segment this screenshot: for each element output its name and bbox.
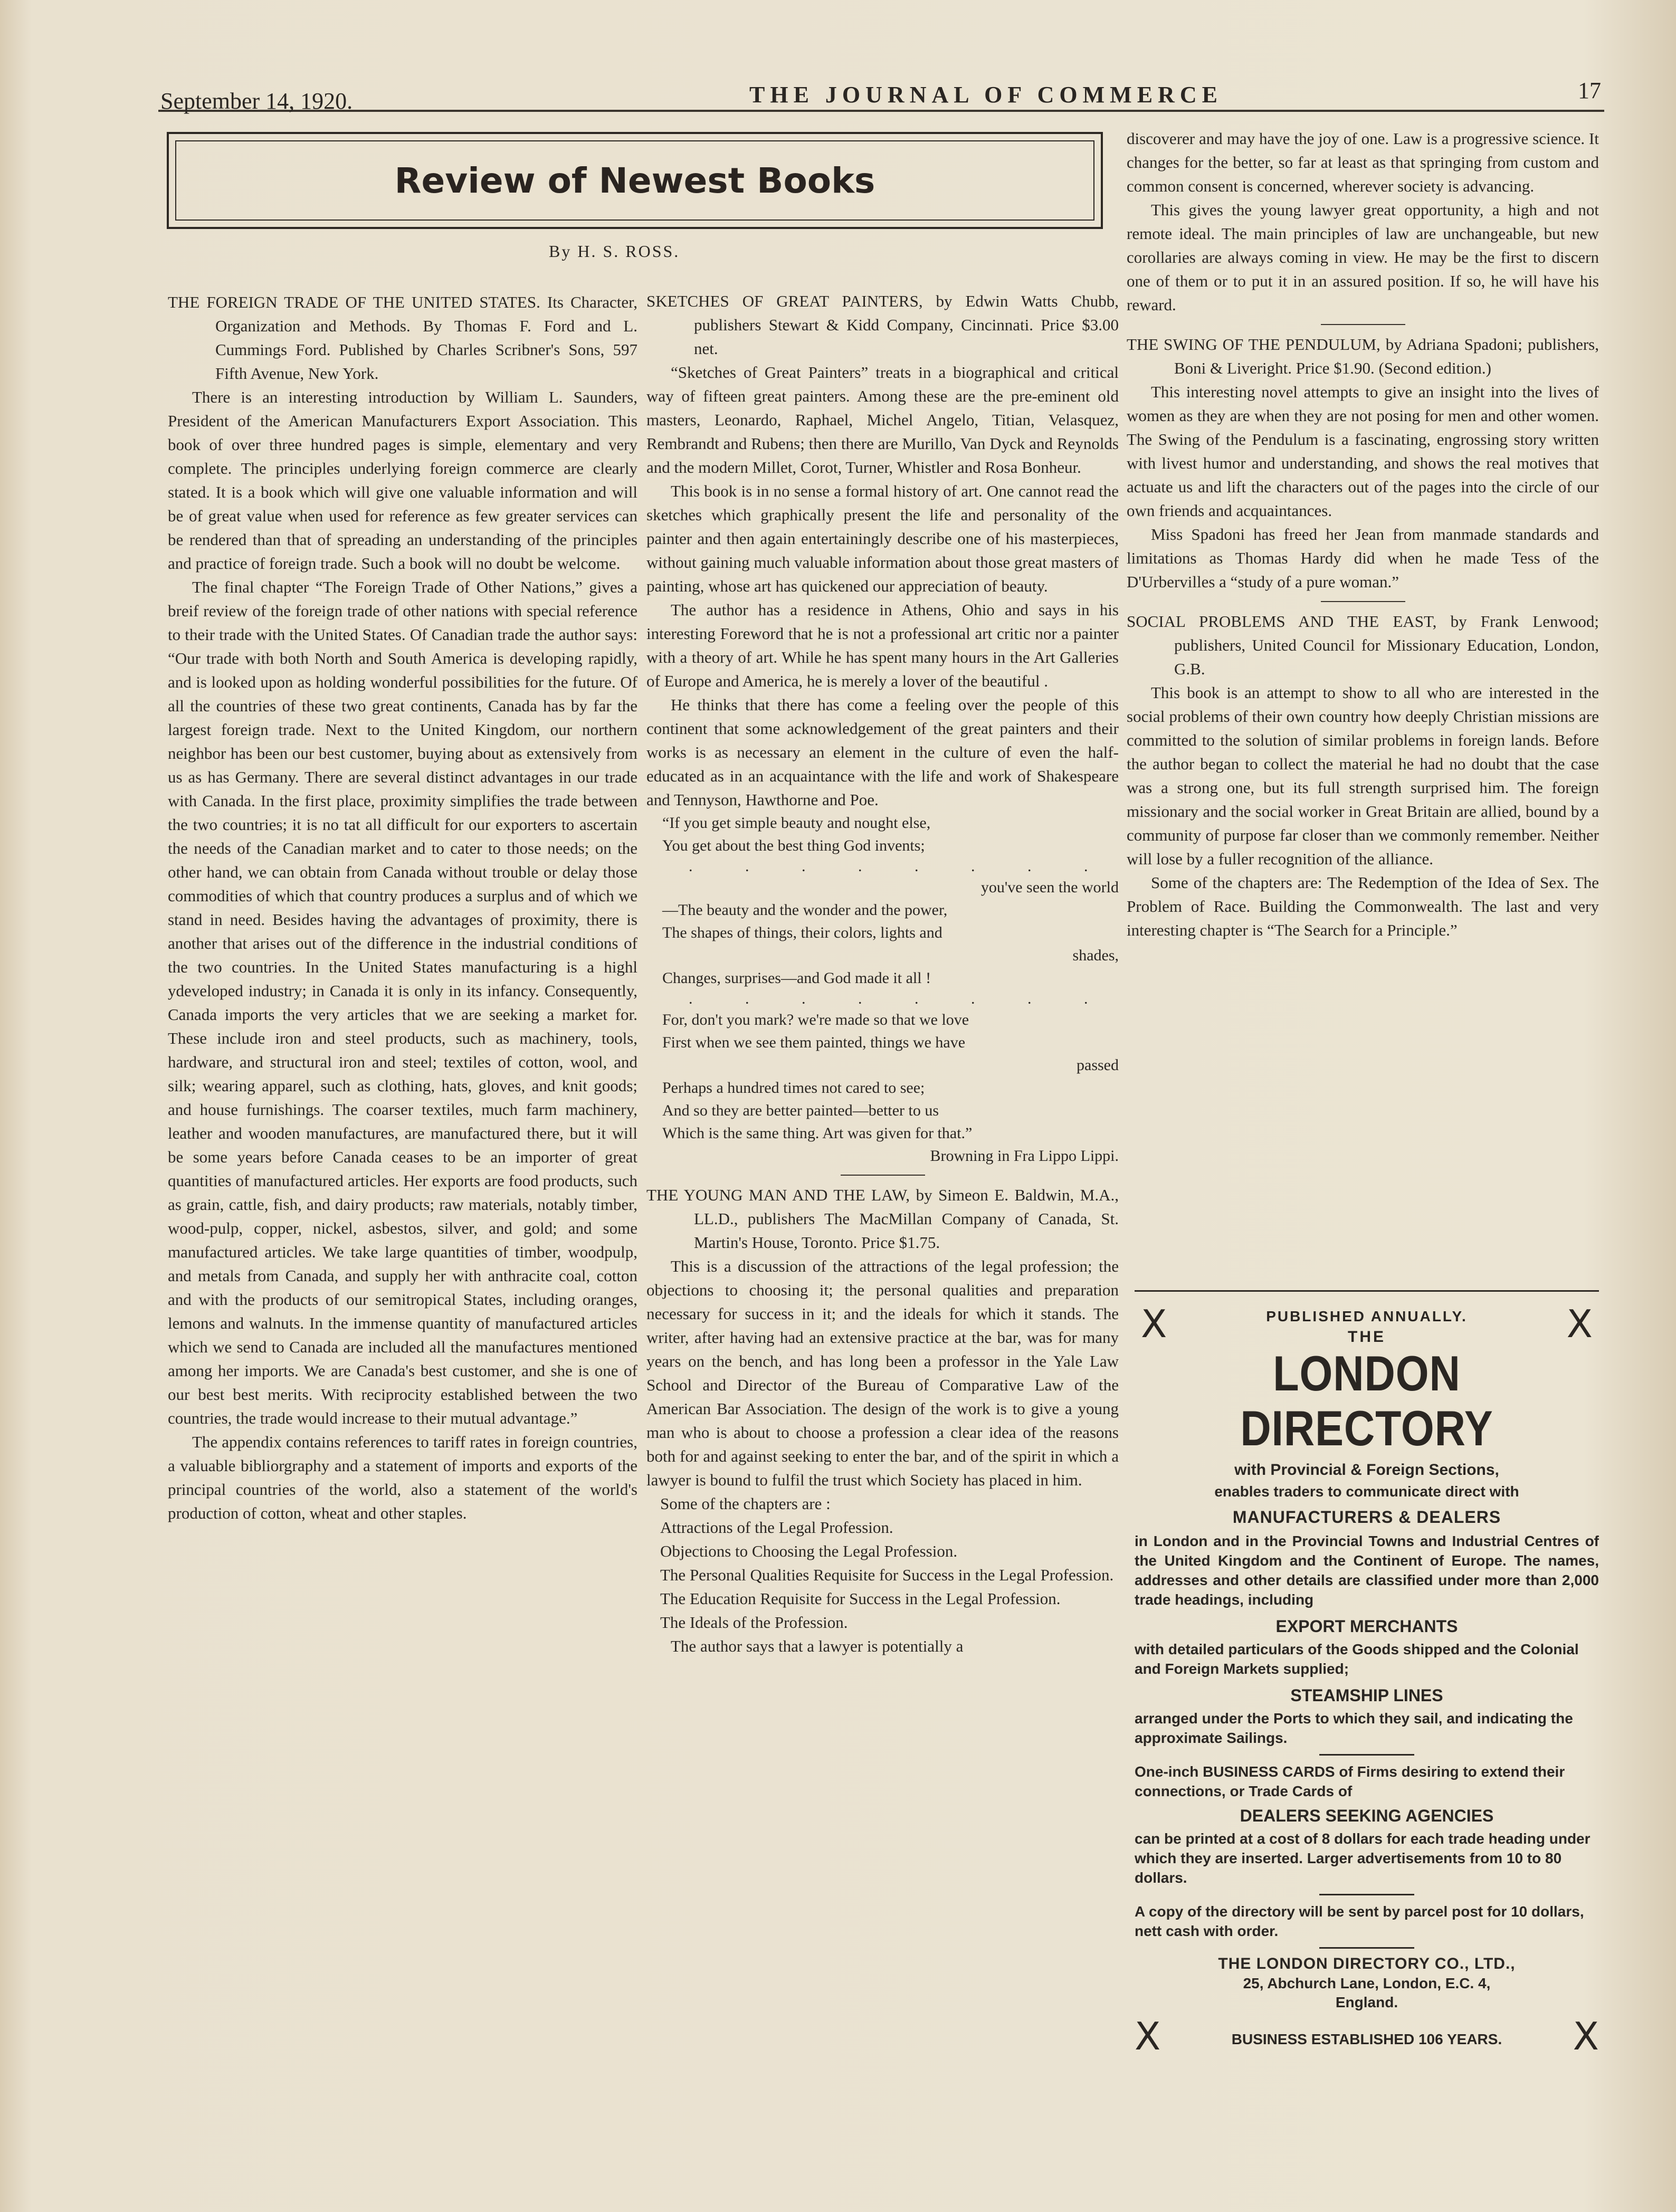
column-2: [646, 289, 1119, 1658]
chapter-item: The Education Requisite for Success in the Legal Profession.: [660, 1589, 1061, 1608]
divider: [1321, 601, 1405, 602]
divider: [1319, 1947, 1414, 1949]
book-heading-foreign-trade: THE FOREIGN TRADE OF THE UNITED STATES. Its Character, Organization and Methods. By Thomas F. Ford and L. Cummings Ford. Published by Charles Scribner's Sons, 597 Fifth Avenue, New York.: [168, 293, 637, 383]
poem: [646, 812, 1119, 1167]
paragraph: Miss Spadoni has freed her Jean from manmade standards and limitations as Thomas Hardy did when he made Tess of the D'Urbervilles a “study of a pure woman.”: [1127, 525, 1599, 591]
ad-heading-steamship: STEAMSHIP LINES: [1290, 1686, 1443, 1705]
ad-dealers-desc: can be printed at a cost of 8 dollars for each trade heading under which they are inserted. Larger advertisements from 10 to 80 dollars.: [1135, 1830, 1591, 1886]
poem-line: Changes, surprises—and God made it all !: [662, 969, 931, 987]
byline: By H. S. ROSS.: [549, 242, 680, 261]
ad-heading-dealers: DEALERS SEEKING AGENCIES: [1240, 1806, 1494, 1825]
x-mark: X: [1573, 2014, 1599, 2058]
paragraph: He thinks that there has come a feeling over the people of this continent that some acknowledgement of the great painters and their works is as necessary an element in the culture of even the half-educated as in an acquaintance with the life and work of Shakespeare and Tennyson, Hawthorne and Poe.: [646, 695, 1119, 809]
divider: [1319, 1754, 1414, 1756]
poem-line: shades,: [1072, 947, 1119, 964]
paragraph: The author says that a lawyer is potentially a: [671, 1637, 964, 1655]
poem-attribution: Browning in Fra Lippo Lippi.: [930, 1147, 1119, 1165]
ad-enables: enables traders to communicate direct with: [1214, 1483, 1519, 1500]
poem-line: —The beauty and the wonder and the power,: [662, 901, 948, 919]
ad-address: 25, Abchurch Lane, London, E.C. 4,: [1243, 1975, 1491, 1991]
paragraph: Some of the chapters are: The Redemption of the Idea of Sex. The Problem of Race. Building the Commonwealth. The last and very interesting chapter is “The Search for a Principle.”: [1127, 873, 1599, 939]
ad-country: England.: [1335, 1994, 1398, 2010]
paragraph: This book is an attempt to show to all who are interested in the social problems of their own country how deeply Christian missions are committed to the solution of similar problems in foreign lands. Before the author began to collect the material he had no doubt that the case was a strong one, but its full strength surprised him. The foreign missionary and the social worker in Great Britain are allied, bound by a community of purpose far closer than we commonly remember. Neither will lose by a fuller recognition of the alliance.: [1127, 683, 1599, 868]
poem-line: The shapes of things, their colors, lights and: [662, 924, 942, 941]
divider: [1321, 324, 1405, 325]
poem-line: Perhaps a hundred times not cared to see;: [662, 1079, 925, 1097]
london-directory-ad: [1135, 1301, 1599, 2071]
poem-line: And so they are better painted—better to us: [662, 1102, 939, 1119]
ad-cards: One-inch BUSINESS CARDS of Firms desiring to extend their connections, or Trade Cards of: [1135, 1763, 1565, 1799]
poem-line: passed: [1077, 1056, 1119, 1074]
poem-line: First when we see them painted, things we have: [662, 1034, 966, 1051]
divider: [1319, 1894, 1414, 1895]
book-heading-social-problems: SOCIAL PROBLEMS AND THE EAST, by Frank Lenwood; publishers, United Council for Missionary Education, London, G.B.: [1127, 612, 1599, 678]
paragraph: This is a discussion of the attractions of the legal profession; the objections to choosing it; the personal qualities and preparation necessary for success in it; and the ideals for which it stands. The writer, after having had an extensive practice at the bar, was for many years on the bench, and has long been a professor in the Yale Law School and Director of the Bureau of Comparative Law of the American Bar Association. The design of the work is to give a young man who is about to choose a profession a clear idea of the reasons both for and against seeking to enter the bar, and of the spirit in which a lawyer is bound to fulfil the trust which Society has placed in him.: [646, 1257, 1119, 1489]
ad-sections: with Provincial & Foreign Sections,: [1234, 1461, 1499, 1479]
ad-heading-export: EXPORT MERCHANTS: [1275, 1617, 1458, 1636]
page-header: [158, 73, 1604, 112]
paragraph: This book is in no sense a formal history of art. One cannot read the sketches which graphically present the life and personality of the painter and then again entertainingly describe one of his masterpieces, without gaining much valuable information about those great masters of painting, whose art has quickened our appreciation of beauty.: [646, 482, 1119, 595]
poem-line: You get about the best thing God invents;: [662, 837, 925, 854]
book-heading-pendulum: THE SWING OF THE PENDULUM, by Adriana Spadoni; publishers, Boni & Liveright. Price $1.90. (Second edition.): [1127, 335, 1599, 377]
ad-copy: A copy of the directory will be sent by parcel post for 10 dollars, nett cash with order.: [1135, 1903, 1584, 1939]
chapter-item: Attractions of the Legal Profession.: [660, 1518, 893, 1537]
column-1: [168, 290, 637, 1525]
chapters-intro: Some of the chapters are :: [660, 1494, 831, 1513]
poem-line: For, don't you mark? we're made so that we love: [662, 1011, 969, 1028]
paragraph: This gives the young lawyer great opportunity, a high and not remote ideal. The main principles of law are unchangeable, but new corollaries are always coming in view. He may be the first to discern one of them or to put it in an assured position. If so, he will have his reward.: [1127, 201, 1599, 314]
ad-company: THE LONDON DIRECTORY CO., LTD.,: [1218, 1955, 1516, 1972]
ad-export-desc: with detailed particulars of the Goods shipped and the Colonial and Foreign Markets supplied;: [1135, 1641, 1579, 1677]
paragraph: discoverer and may have the joy of one. Law is a progressive science. It changes for the better, so far at least as that springing from custom and common consent is concerned, wherever society is advancing.: [1127, 129, 1599, 195]
title-box: [167, 132, 1103, 229]
ad-top-rule: [1135, 1290, 1599, 1292]
ad-directory-name: LONDON DIRECTORY: [1240, 1346, 1493, 1456]
ad-established: BUSINESS ESTABLISHED 106 YEARS.: [1231, 2031, 1502, 2047]
poem-line: “If you get simple beauty and nought else,: [662, 814, 931, 832]
paragraph: The appendix contains references to tariff rates in foreign countries, a valuable bibliorgraphy and a statement of imports and exports of the principal countries of the world, also a statement of the world's production of cotton, wheat and other staples.: [168, 1433, 637, 1522]
ad-heading-manufacturers: MANUFACTURERS & DEALERS: [1232, 1508, 1501, 1527]
header-date: September 14, 1920.: [160, 88, 353, 114]
poem-line: Which is the same thing. Art was given for that.”: [662, 1124, 973, 1142]
chapter-item: Objections to Choosing the Legal Profession.: [660, 1542, 958, 1560]
book-heading-young-man-law: THE YOUNG MAN AND THE LAW, by Simeon E. Baldwin, M.A., LL.D., publishers The MacMillan Company of Canada, St. Martin's House, Toronto. Price $1.75.: [646, 1186, 1119, 1252]
paragraph: This interesting novel attempts to give an insight into the lives of women as they are when they are not posing for men and other women. The Swing of the Pendulum is a fascinating, engrossing story written with livest humor and understanding, and shows the real motives that actuate us and lift the characters out of the pages into the circle of our own friends and acquaintances.: [1127, 383, 1599, 520]
ad-steamship-desc: arranged under the Ports to which they sail, and indicating the approximate Sailings.: [1135, 1710, 1573, 1746]
chapter-item: The Personal Qualities Requisite for Success in the Legal Profession.: [660, 1566, 1114, 1584]
journal-name: THE JOURNAL OF COMMERCE: [749, 82, 1223, 108]
ad-the: THE: [1348, 1328, 1386, 1346]
paragraph: There is an interesting introduction by William L. Saunders, President of the American Manufacturers Export Association. This book of over three hundred pages is simple, elementary and very complete. The principles underlying foreign commerce are clearly stated. It is a book which will give one valuable information and will be of great value when used for reference as few greater services can be rendered than that of spreading an understanding of the principles and practice of foreign trade. Such a book will no doubt be welcome.: [168, 388, 637, 573]
ad-manufacturers-desc: in London and in the Provincial Towns and Industrial Centres of the United Kingdom and the Continent of Europe. The names, addresses and other details are classified under more than 2,000 trade headings, including: [1135, 1533, 1599, 1608]
page-title: Review of Newest Books: [394, 160, 875, 201]
poem-ellipsis: . . . . . . . .: [689, 990, 1112, 1007]
ad-footer: [1135, 2014, 1599, 2062]
paragraph: “Sketches of Great Painters” treats in a biographical and critical way of fifteen great painters. Among these are the pre-eminent old masters, Leonardo, Raphael, Michel Angelo, Titian, Velasquez, Rembrandt and Rubens; then there are Murillo, Van Dyck and Reynolds and the modern Millet, Corot, Turner, Whistler and Rosa Bonheur.: [646, 363, 1119, 476]
x-mark: X: [1135, 2014, 1161, 2058]
paragraph: The author has a residence in Athens, Ohio and says in his interesting Foreword that he is not a professional art critic nor a painter with a theory of art. While he has spent many hours in the Art Galleries of Europe and America, he is merely a lover of the beautiful .: [646, 600, 1119, 690]
poem-ellipsis: . . . . . . . .: [689, 857, 1112, 875]
page-number: 17: [1578, 78, 1601, 103]
poem-line: you've seen the world: [980, 879, 1119, 896]
book-heading-painters: SKETCHES OF GREAT PAINTERS, by Edwin Watts Chubb, publishers Stewart & Kidd Company, Cincinnati. Price $3.00 net.: [646, 292, 1119, 358]
x-mark: X: [1566, 1302, 1593, 1346]
ad-published: PUBLISHED ANNUALLY.: [1266, 1308, 1468, 1324]
x-mark: X: [1141, 1302, 1167, 1346]
chapter-item: The Ideals of the Profession.: [660, 1613, 848, 1632]
divider: [841, 1175, 925, 1176]
column-3: [1127, 127, 1599, 942]
paragraph: The final chapter “The Foreign Trade of Other Nations,” gives a breif review of the foreign trade of other nations with special reference to their trade with the United States. Of Canadian trade the author says: “Our trade with both North and South America is developing rapidly, and is looked upon as holding wonderful possibilities for the future. Of all the countries of these two great continents, Canada has by far the largest foreign trade. Next to the United Kingdom, our northern neighbor has been our best customer, buying about as extensively from us as has Germany. There are several distinct advantages in our trade with Canada. In the first place, proximity simplifies the trade between the two countries; it is no tat all difficult for our exporters to ascertain the needs of the Canadian market and to cater to those needs; on the other hand, we can obtain from Canada without trouble or delay those commodities of which that country produces a surplus and of which we stand in need. Besides having the advantages of proximity, there is another that arises out of the difference in the industrial conditions of the two countries. In the United States manufacturing is a highl ydeveloped industry; in Canada it is only in its infancy. Consequently, Canada imports the very articles that we are seeking a market for. These include iron and steel products, such as machinery, tools, hardware, and structural iron and steel; textiles of cotton, wool, and silk; wearing apparel, such as clothing, hats, gloves, and knit goods; and house furnishings. The coarser textiles, much farm machinery, leather and wooden manufactures, are manufactured there, but it will be some years before Canada ceases to be an importer of great quantities of manufactured articles. Her exports are food products, such as grain, cattle, fish, and dairy products; raw materials, notably timber, wood-pulp, copper, nickel, asbestos, silver, and gold; and some manufactured articles. We take large quantities of timber, woodpulp, and metals from Canada, and supply her with anthracite coal, cotton and with the products of our semitropical States, including oranges, lemons and walnuts. In the immense quantity of manufactured articles which we send to Canada are included all the manufactures mentioned among her imports. We are Canada's best customer, and she is one of our best best merits. With reciprocity established between the two countries, the trade would increase to their mutual advantage.”: [168, 578, 637, 1427]
